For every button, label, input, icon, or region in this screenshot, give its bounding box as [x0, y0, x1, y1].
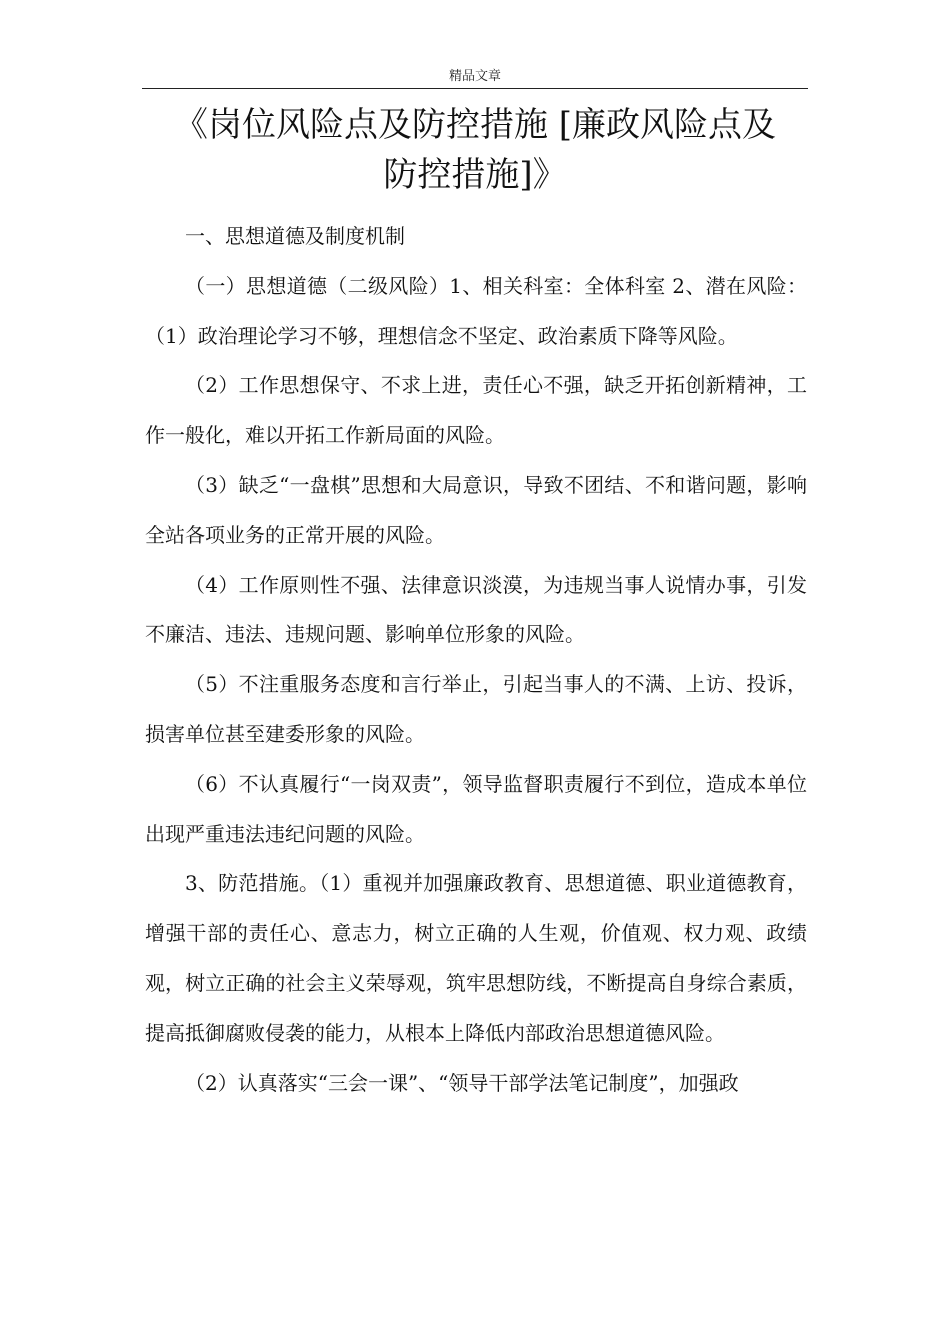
paragraph: （5）不注重服务态度和言行举止，引起当事人的不满、上访、投诉，损害单位甚至建委形象的风险。 — [145, 672, 807, 746]
paragraph: （6）不认真履行“一岗双责”，领导监督职责履行不到位，造成本单位出现严重违法违纪问题的风险。 — [145, 771, 807, 846]
paragraph: 3、防范措施。（1）重视并加强廉政教育、思想道德、职业道德教育，增强干部的责任心、意志力，树立正确的人生观，价值观、权力观、政绩观，树立正确的社会主义荣辱观，筑牢思想防线，不断提高自身综合素质，提高抵御腐败侵袭的能力，从根本上降低内部政治思想道德风险。 — [145, 871, 807, 1045]
paragraph: （2）认真落实“三会一课”、“领导干部学法笔记制度”，加强政 — [185, 1070, 739, 1095]
title-line-1: 《岗位风险点及防控措施 [廉政风险点及 — [173, 105, 777, 145]
paragraph: （4）工作原则性不强、法律意识淡漠，为违规当事人说情办事，引发不廉洁、违法、违规问题、影响单位形象的风险。 — [145, 572, 807, 647]
document-title — [142, 100, 808, 200]
header-divider — [142, 88, 808, 89]
title-line-2: 防控措施]》 — [383, 155, 567, 195]
page-header: 精品文章 — [448, 69, 501, 84]
paragraph: （3）缺乏“一盘棋”思想和大局意识，导致不团结、不和谐问题，影响全站各项业务的正常开展的风险。 — [145, 472, 807, 547]
paragraph-section-heading: 一、思想道德及制度机制 — [185, 224, 405, 248]
paragraph: （一）思想道德（二级风险）1、相关科室：全体科室 2、潜在风险：（1）政治理论学习不够，理想信念不坚定、政治素质下降等风险。 — [145, 273, 807, 348]
paragraph: （2）工作思想保守、不求上进，责任心不强，缺乏开拓创新精神，工作一般化，难以开拓工作新局面的风险。 — [145, 373, 807, 448]
document-body — [145, 212, 807, 1108]
